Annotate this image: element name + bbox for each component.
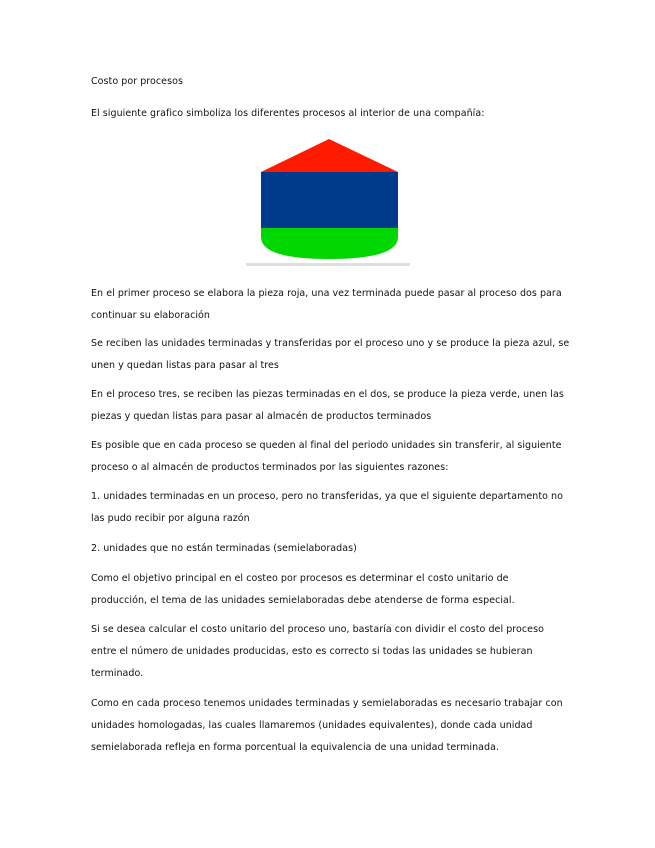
paragraph-7-line-2: producción, el tema de las unidades semielaboradas debe atenderse de forma especial. <box>91 595 515 606</box>
paragraph-5-line-1: 1. unidades terminadas en un proceso, pero no transferidas, ya que el siguiente departamento no <box>91 491 563 502</box>
green-piece <box>261 227 398 259</box>
paragraph-3-line-1: En el proceso tres, se reciben las piezas terminadas en el dos, se produce la pieza verde, unen las <box>91 389 564 400</box>
process-figure <box>244 137 414 269</box>
paragraph-9-line-3: semielaborada refleja en forma porcentual la equivalencia de una unidad terminada. <box>91 742 500 753</box>
figure-shadow <box>246 263 410 266</box>
paragraph-4-line-1: Es posible que en cada proceso se queden al final del periodo unidades sin transferir, al siguiente <box>91 440 562 451</box>
red-piece <box>261 139 398 172</box>
paragraph-3-line-2: piezas y quedan listas para pasar al almacén de productos terminados <box>91 411 432 422</box>
blue-piece <box>261 172 398 228</box>
process-figure-svg <box>244 137 414 269</box>
paragraph-1-line-2: continuar su elaboración <box>91 310 210 321</box>
paragraph-7-line-1: Como el objetivo principal en el costeo por procesos es determinar el costo unitario de <box>91 573 509 584</box>
paragraph-5-line-2: las pudo recibir por alguna razón <box>91 513 250 524</box>
paragraph-2-line-2: unen y quedan listas para pasar al tres <box>91 360 279 371</box>
paragraph-1-line-1: En el primer proceso se elabora la pieza roja, una vez terminada puede pasar al proceso dos para <box>91 288 562 299</box>
paragraph-6-line-1: 2. unidades que no están terminadas (semielaboradas) <box>91 543 357 554</box>
paragraph-8-line-1: Si se desea calcular el costo unitario del proceso uno, bastaría con dividir el costo del proceso <box>91 624 544 635</box>
document-title: Costo por procesos <box>91 76 183 87</box>
paragraph-2-line-1: Se reciben las unidades terminadas y transferidas por el proceso uno y se produce la pieza azul, se <box>91 338 570 349</box>
paragraph-9-line-1: Como en cada proceso tenemos unidades terminadas y semielaboradas es necesario trabajar con <box>91 698 563 709</box>
paragraph-8-line-2: entre el número de unidades producidas, esto es correcto si todas las unidades se hubieran <box>91 646 533 657</box>
paragraph-4-line-2: proceso o al almacén de productos terminados por las siguientes razones: <box>91 462 449 473</box>
paragraph-8-line-3: terminado. <box>91 668 144 679</box>
intro-text: El siguiente grafico simboliza los diferentes procesos al interior de una compañía: <box>91 108 485 119</box>
paragraph-9-line-2: unidades homologadas, las cuales llamaremos (unidades equivalentes), donde cada unidad <box>91 720 533 731</box>
